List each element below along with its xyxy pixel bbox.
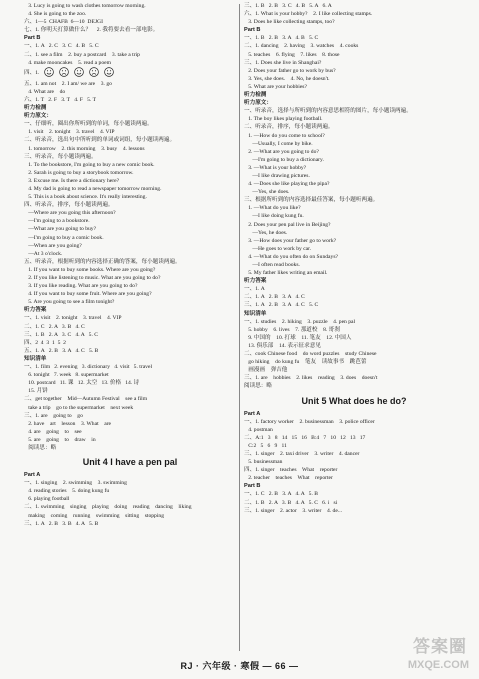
smiley-face-icon xyxy=(44,67,54,80)
answer-line: 1. The boy likes playing football. xyxy=(244,116,323,123)
answer-line: 1. tomorrow 2. this morning 3. busy 4. lessons xyxy=(24,145,145,152)
answer-line: —What are you going to buy? xyxy=(24,226,97,233)
answer-line: 三、1. A 2. B 3. B 4. A 5. B xyxy=(24,520,99,527)
answer-line: 一、1. singing 2. swimming 3. swimming xyxy=(24,480,127,487)
section-heading: 听力检测 xyxy=(24,105,47,112)
answer-line: 三、1. singer 2. actor 3. writer 4. de... xyxy=(244,507,343,514)
emoji-face-answers xyxy=(24,67,236,80)
watermark-text-url: MXQE.COM xyxy=(407,659,469,671)
answer-line: —Yes, she does. xyxy=(244,189,290,196)
section-heading: 听力答案 xyxy=(24,307,47,314)
answer-line: 13. 俱乐部 14. 表示征求意见 xyxy=(244,342,321,349)
answer-line: 4. She is going to the zoo. xyxy=(24,11,87,18)
answer-line: 2. Does your father go to work by bus? xyxy=(244,67,336,74)
answer-line: —I like drawing pictures. xyxy=(244,172,310,179)
answer-line: 5. teaches 6. flying 7. likes 8. those xyxy=(244,51,340,58)
answer-line: 3. —How does your father go to work? xyxy=(244,237,337,244)
section-heading: 听力检测 xyxy=(244,92,267,99)
answer-line: 一、1. studies 2. hiking 3. puzzle 4. pen pal xyxy=(244,318,356,325)
answer-line: 5. This is a book about science. It's really interesting. xyxy=(24,194,147,201)
section-heading: 知识清单 xyxy=(244,310,267,317)
answer-line: 六、1. What is your hobby? 2. I like collecting stamps. xyxy=(244,11,373,18)
answer-line: 二、1. A 2. B 3. A 4. C xyxy=(244,294,305,301)
answer-line: 二、听录音，排序，每小题读两遍。 xyxy=(244,124,334,131)
answer-line: 二、听录音，选出句中所听到的单词或词组，每小题读两遍。 xyxy=(24,137,176,144)
answer-line: —When are you going? xyxy=(24,242,82,249)
section-heading: Part B xyxy=(244,27,261,34)
answer-line: C:2 5 6 9 11 xyxy=(244,442,287,449)
answer-line: making coming running swimming sitting stopping xyxy=(24,512,164,519)
section-heading: 听力原文： xyxy=(24,113,52,120)
answer-line: 5. hobby 6. lives 7. 那道校 8. 哥刹 xyxy=(244,326,340,333)
answer-line: 五、1. A 2. B 3. A 4. C 5. B xyxy=(24,347,99,354)
answer-line: 一、1. factory worker 2. businessman 3. police officer xyxy=(244,418,375,425)
answer-line: —I'm going to a bookstore. xyxy=(24,218,90,225)
answer-line: —I'm going to buy a comic book. xyxy=(24,234,104,241)
answer-line: 3. Excuse me. Is there a dictionary here? xyxy=(24,177,120,184)
answer-line: 3. Yes, she does. 4. No, he doesn't. xyxy=(244,75,330,82)
answer-line: 6. tonight 7. week 8. supermarket xyxy=(24,372,109,379)
answer-line: 二、A:1 3 8 14 15 16 B:4 7 10 12 13 17 xyxy=(244,434,366,441)
answer-line: 1. visit 2. tonight 3. travel 4. VIP xyxy=(24,129,115,136)
answer-line: 6. playing football xyxy=(24,496,70,503)
answer-line: 1. —What do you like? xyxy=(244,205,301,212)
answer-line: 四、听录音，排序，每小题读两遍。 xyxy=(24,202,114,209)
answer-line: —I like doing kung fu. xyxy=(244,213,304,220)
answer-line: 9. 中国的 10. 打球 11. 笔友 12. 中国人 xyxy=(244,334,352,341)
section-heading: Part A xyxy=(244,410,261,417)
answer-line: 一、1. C 2. B 3. A 4. A 5. B xyxy=(244,491,318,498)
answer-line: 2. If you like listening to music. What are you going to do? xyxy=(24,275,161,281)
answer-line: 4. make mooncakes 5. read a poem xyxy=(24,59,111,66)
answer-line: 三、根据所听到的内容选择最佳答案，每小题听两遍。 xyxy=(244,197,379,204)
answer-line: —I'm going to buy a dictionary. xyxy=(244,156,324,163)
section-heading: Part B xyxy=(244,483,261,490)
unit4-heading: Unit 4 I have a pen pal xyxy=(82,457,178,468)
answer-line: 5. Are you going to see a film tonight? xyxy=(24,299,115,306)
section-heading: Part A xyxy=(24,472,41,479)
answer-line: 阅读思：略 xyxy=(24,444,57,451)
answer-line: 七、1. 你明天打算做什么？ 2. 我将要去看一部电影。 xyxy=(24,27,159,34)
answer-line: go hiking do kung fu 笔友 读故事书 跳芭蕾 xyxy=(244,359,367,366)
answer-line: 1. If you want to buy some books. Where are you going? xyxy=(24,266,156,273)
answer-line: 一、1. A xyxy=(244,286,265,293)
answer-line: 三、1. are hobbies 2. likes reading 3. does doesn't xyxy=(244,375,378,382)
answer-line: 三、1. singer 2. taxi driver 3. writer 4. dancer xyxy=(244,450,360,457)
answer-line: 二、1. C 2. A 3. B 4. C xyxy=(24,323,85,330)
answer-line: 2. Does your pen pal live in Beijing? xyxy=(244,221,331,228)
answer-line: take a trip go to the supermarket next week xyxy=(24,404,134,411)
answer-line: 三、1. B 2. B 3. C 4. B 5. A 6. A xyxy=(244,3,332,9)
answer-line: 4. My dad is going to read a newspaper tomorrow morning. xyxy=(24,185,162,192)
faces-label: 四、1. xyxy=(24,70,40,77)
sad-face-icon xyxy=(89,67,99,80)
answer-line: 三、1. are going to go xyxy=(24,412,83,419)
answer-line: 2. Sarah is going to buy a storybook tomorrow. xyxy=(24,169,134,176)
section-heading: 听力原文： xyxy=(244,100,272,107)
answer-line: 4. What are do xyxy=(24,88,66,95)
answer-line: 画漫画 弹吉他 xyxy=(244,367,288,374)
answer-line: 4. —What do you often do on Sundays? xyxy=(244,253,338,260)
answer-line: 阅读思：略 xyxy=(244,383,272,390)
answer-line: 2. have art lesson 3. What are xyxy=(24,420,112,427)
section-heading: 听力答案 xyxy=(244,278,267,285)
answer-line: 5. businessman xyxy=(244,459,283,466)
answer-line: 三、1. Does she live in Shanghai? xyxy=(244,59,322,66)
answer-line: 六、1—5 CHAFB 6—10 DEJGI xyxy=(24,19,103,26)
unit5-heading: Unit 5 What does he do? xyxy=(301,395,407,406)
sad-face-icon xyxy=(59,67,69,80)
answer-line: 1. —How do you come to school? xyxy=(244,132,325,139)
watermark-logo xyxy=(393,625,475,677)
answer-line: 4. reading stories 5. doing kung fu xyxy=(24,488,110,495)
page-footer: RJ · 六年级 · 寒假 — 66 — xyxy=(180,661,299,671)
answer-line: 2. teacher teaches What reporter xyxy=(244,475,333,482)
answer-line: 3. If you like reading. What are you going to do? xyxy=(24,283,138,290)
answer-line: 三、1. B 2. A 3. C 4. A 5. C xyxy=(24,331,98,338)
answer-line: —Usually, I come by bike. xyxy=(244,140,313,147)
answer-line: 15. 月饼 xyxy=(24,388,48,395)
answer-line: 二、1. dancing 2. having 3. watches 4. cooks xyxy=(244,43,359,50)
answer-line: 一、仔细听，圈出你所听到的单词，每小题读两遍。 xyxy=(24,121,153,128)
answer-line: —I often read books. xyxy=(244,262,300,268)
answer-line: 4. —Does she like playing the pipa? xyxy=(244,181,330,188)
answer-line: 4. postman xyxy=(244,426,273,433)
section-heading: 知识清单 xyxy=(24,355,47,362)
answer-line: 1. To the bookstore, I'm going to buy a new comic book. xyxy=(24,161,155,168)
smiley-face-icon xyxy=(104,67,114,80)
answer-line: 5. are going to draw in xyxy=(24,436,96,443)
answer-line: 三、1. A 2. B 3. A 4. C 5. C xyxy=(244,302,319,309)
answer-line: 一、1. visit 2. tonight 3. travel 4. VIP xyxy=(24,315,122,322)
left-column xyxy=(24,0,236,655)
answer-line: 4. If you want to buy some fruit. Where are you going? xyxy=(24,291,152,298)
answer-line: 2. —What are you going to do? xyxy=(244,148,319,155)
answer-line: 3. —What is your hobby? xyxy=(244,164,307,171)
watermark-text-cn: 答案圈 xyxy=(413,637,467,656)
answer-line: 一、听录音，选择与所听到的内容意思相符的图片，每小题读两遍。 xyxy=(244,108,412,115)
answer-line: 二、1. swimming singing playing doing reading dancing liking xyxy=(24,504,192,511)
answer-line: 三、听录音，每小题读两遍。 xyxy=(24,153,97,160)
answer-line: 4. are going to see xyxy=(24,428,82,435)
smiley-face-icon xyxy=(74,67,84,80)
answer-line: 五、1. am not 2. I am/ we are 3. go xyxy=(24,80,112,87)
answer-line: —Where are you going this afternoon? xyxy=(24,210,116,217)
answer-line: 一、1. B 2. B 3. A 4. B 5. C xyxy=(244,35,319,42)
answer-line: 3. Does he like collecting stamps, too? xyxy=(244,19,335,26)
section-heading: Part B xyxy=(24,35,41,42)
answer-line: —At 3 o'clock. xyxy=(24,250,63,257)
column-divider xyxy=(239,4,240,651)
answer-line: 六、1. T 2. F 3. T 4. F 5. T xyxy=(24,96,97,103)
answer-line: 二、1. B 2. A 3. B 4. A 5. C 6. i si xyxy=(244,499,338,506)
answer-line: 四、1. singer teaches What reporter xyxy=(244,467,338,474)
answer-line: 一、1. film 2. evening 3. dictionary 4. visit 5. travel xyxy=(24,364,153,371)
answer-line: 二、cook Chinese food do word puzzles study Chinese xyxy=(244,351,377,358)
right-column xyxy=(244,0,464,655)
answer-line: 3. Lucy is going to wash clothes tomorrow morning. xyxy=(24,3,146,9)
answer-line: 5. My father likes writing an email. xyxy=(244,270,328,277)
answer-line: 二、get together Mid—Autumn Festival see a film xyxy=(24,396,148,403)
answer-line: 五、听录音，根据听到的内容选择正确的答案，每小题读两遍。 xyxy=(24,258,181,265)
answer-line: 10. postcard 11. 课 12. 太空 13. 价格 14. 诗 xyxy=(24,380,140,387)
answer-line: 四、2 4 3 1 5 2 xyxy=(24,339,66,346)
answer-line: —He goes to work by car. xyxy=(244,245,312,252)
answer-line: 5. What are your hobbies? xyxy=(244,83,307,90)
answer-line: —Yes, he does. xyxy=(244,229,288,236)
answer-line: 一、1. A 2. C 3. C 4. B 5. C xyxy=(24,43,99,50)
answer-line: 二、1. see a film 2. buy a postcard 3. take a trip xyxy=(24,51,140,58)
